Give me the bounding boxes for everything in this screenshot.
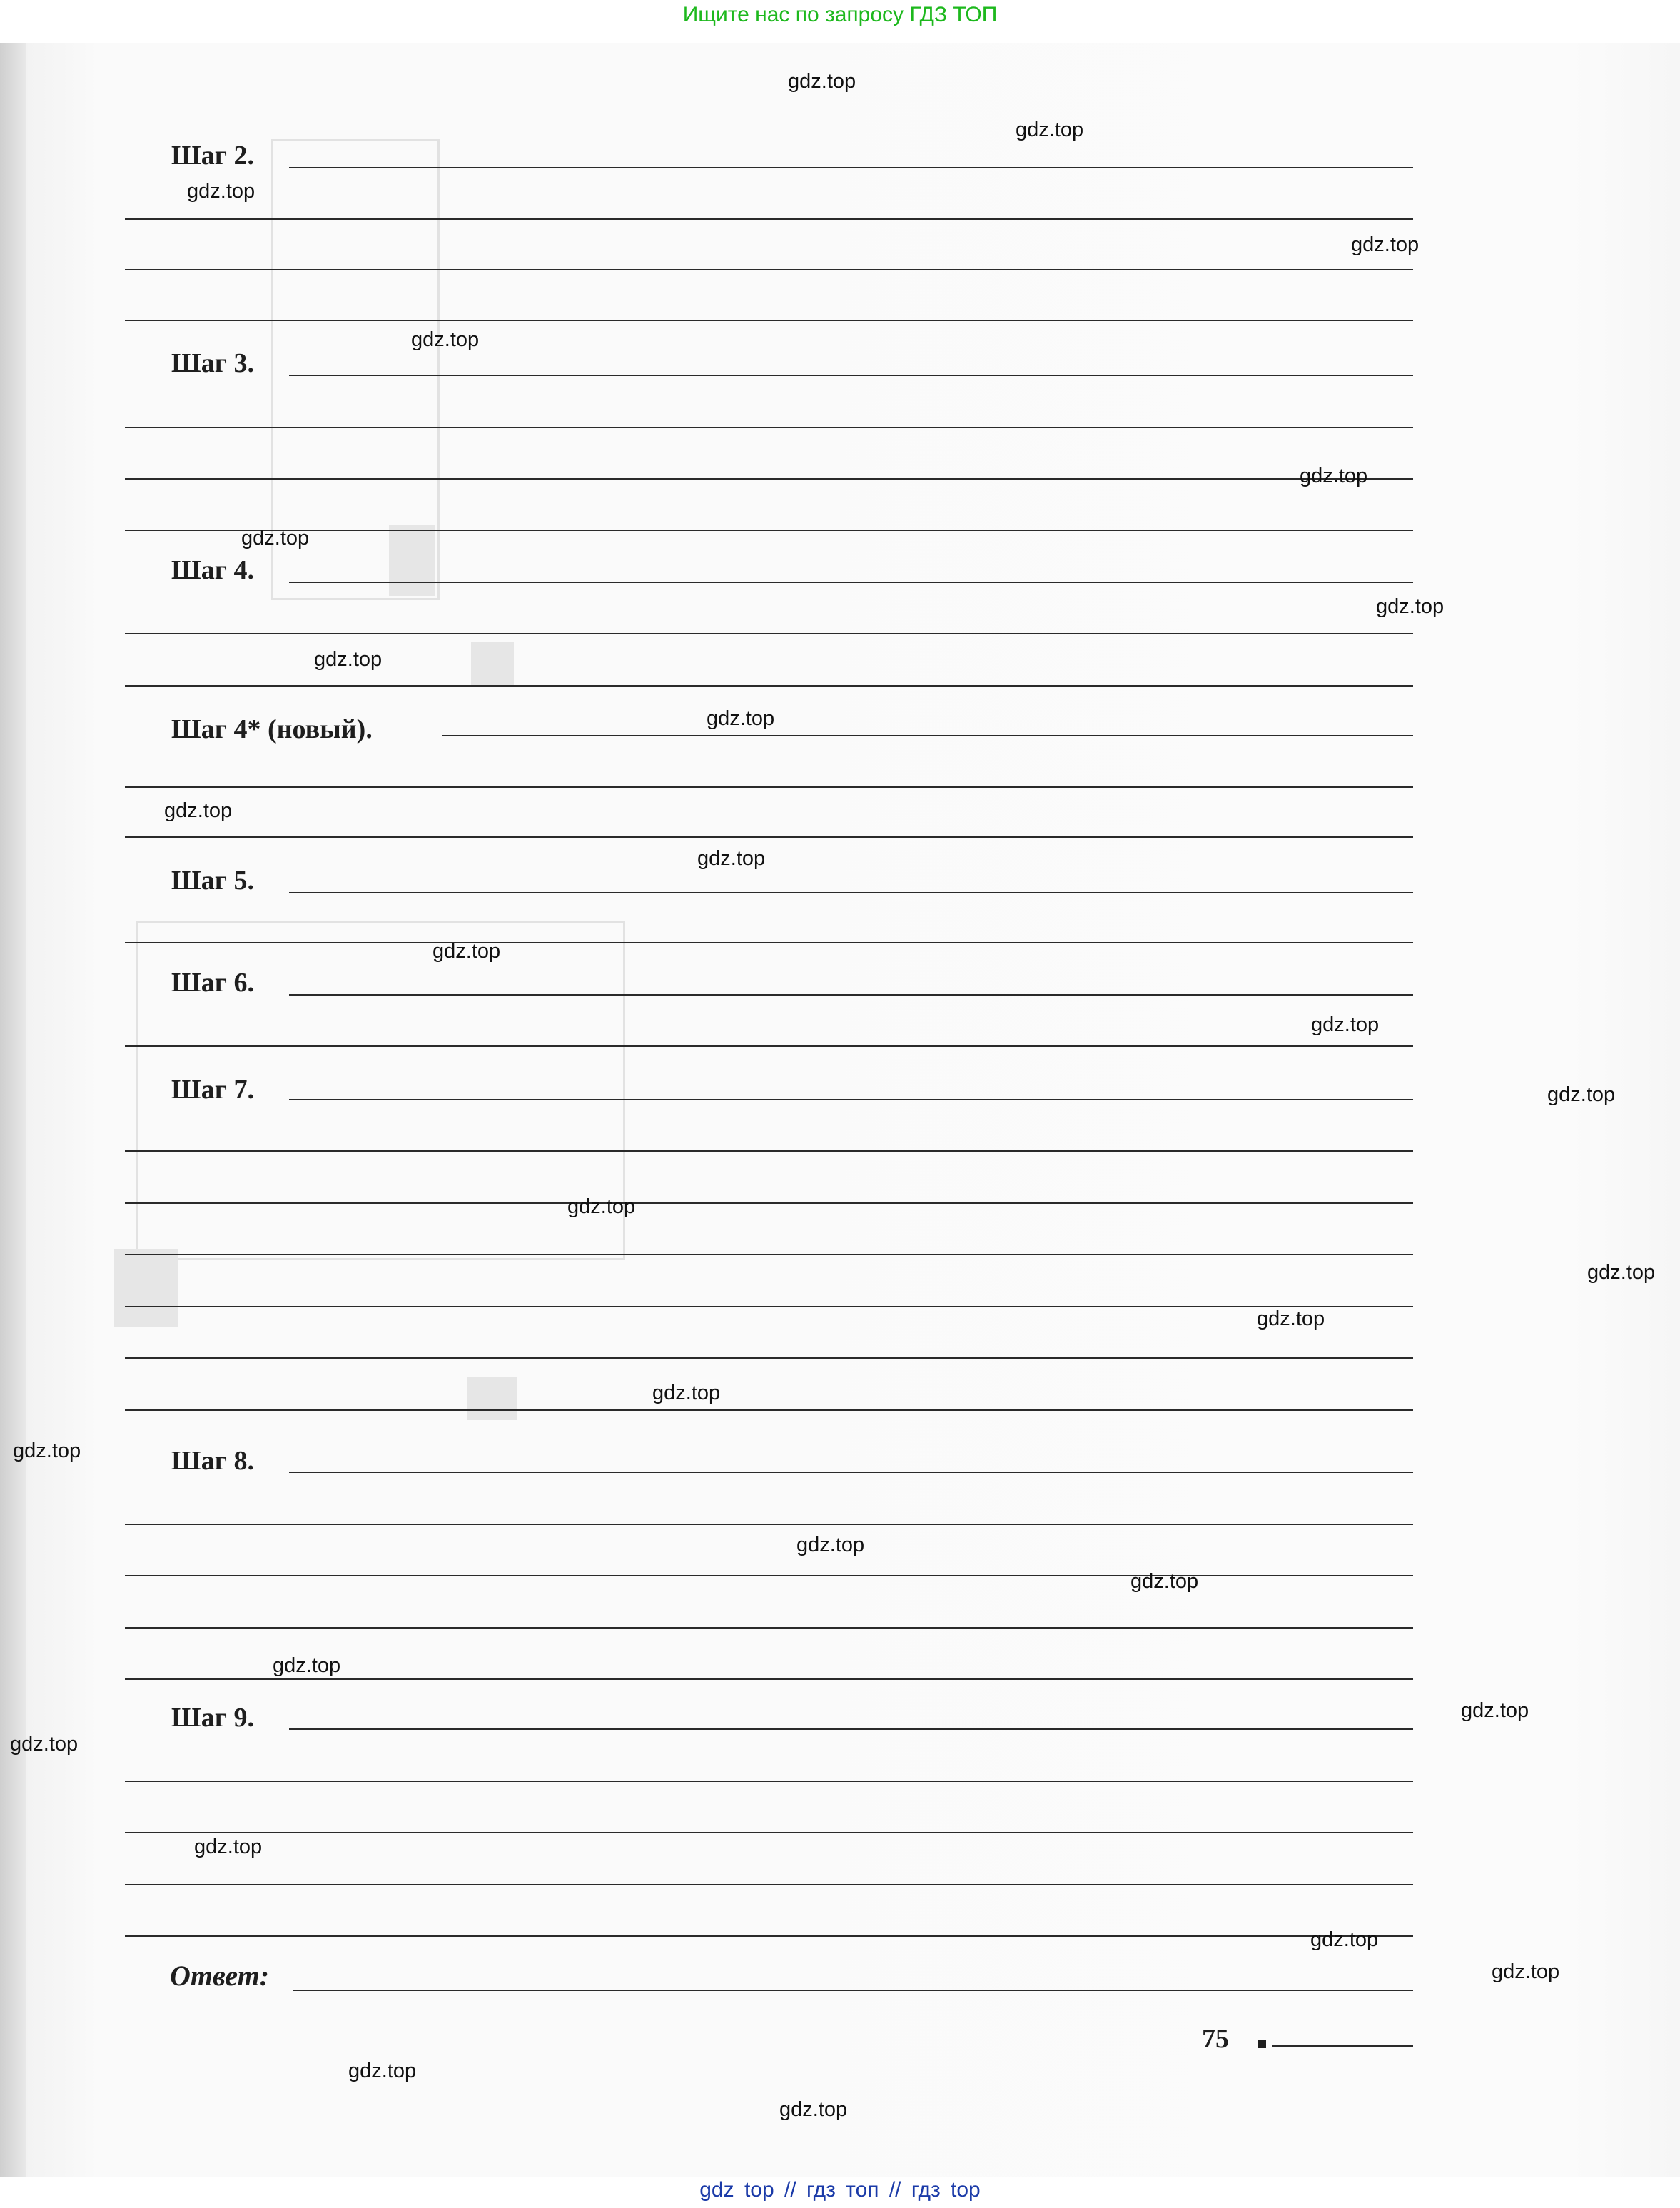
- writing-line[interactable]: [289, 167, 1413, 168]
- watermark: gdz.top: [779, 2098, 848, 2121]
- watermark: gdz.top: [411, 328, 480, 351]
- page-spine-shadow: [0, 43, 26, 2177]
- writing-line[interactable]: [125, 1357, 1413, 1359]
- writing-line[interactable]: [125, 269, 1413, 270]
- watermark: gdz.top: [348, 2060, 417, 2082]
- watermark: gdz.top: [1257, 1307, 1325, 1330]
- writing-line[interactable]: [125, 1045, 1413, 1047]
- bleed-through-figure: [389, 525, 435, 596]
- writing-line[interactable]: [125, 1524, 1413, 1525]
- bleed-through-figure: [471, 642, 514, 685]
- step-6-label: Шаг 6.: [171, 968, 254, 998]
- page-number-rule: [1272, 2045, 1413, 2047]
- writing-line[interactable]: [293, 1990, 1413, 1991]
- top-banner[interactable]: Ищите нас по запросу ГДЗ ТОП: [682, 3, 998, 26]
- writing-line[interactable]: [289, 582, 1413, 583]
- writing-line[interactable]: [125, 1254, 1413, 1255]
- watermark: gdz.top: [796, 1534, 865, 1556]
- page-number: 75: [1202, 2024, 1229, 2054]
- writing-line[interactable]: [125, 1935, 1413, 1937]
- watermark: gdz.top: [1587, 1261, 1656, 1284]
- watermark: gdz.top: [187, 180, 255, 203]
- watermark: gdz.top: [1016, 118, 1084, 141]
- watermark: gdz.top: [1376, 595, 1444, 618]
- writing-line[interactable]: [289, 1472, 1413, 1473]
- writing-line[interactable]: [289, 994, 1413, 996]
- watermark: gdz.top: [697, 847, 766, 870]
- step-2-label: Шаг 2.: [171, 141, 254, 171]
- watermark: gdz.top: [1310, 1928, 1379, 1951]
- writing-line[interactable]: [289, 1728, 1413, 1730]
- writing-line[interactable]: [125, 427, 1413, 428]
- step-7-label: Шаг 7.: [171, 1075, 254, 1105]
- writing-line[interactable]: [125, 1884, 1413, 1885]
- step-4-label: Шаг 4.: [171, 555, 254, 585]
- writing-line[interactable]: [125, 633, 1413, 634]
- step-5-label: Шаг 5.: [171, 866, 254, 896]
- step-8-label: Шаг 8.: [171, 1446, 254, 1476]
- step-4-new-label: Шаг 4* (новый).: [171, 714, 373, 744]
- writing-line[interactable]: [289, 892, 1413, 893]
- writing-line[interactable]: [125, 1781, 1413, 1782]
- step-3-label: Шаг 3.: [171, 348, 254, 378]
- watermark: gdz.top: [652, 1382, 721, 1404]
- writing-line[interactable]: [125, 836, 1413, 838]
- writing-line[interactable]: [125, 1832, 1413, 1833]
- writing-line[interactable]: [125, 1678, 1413, 1680]
- writing-line[interactable]: [125, 942, 1413, 943]
- page-number-square: [1258, 2040, 1266, 2048]
- watermark: gdz.top: [1351, 233, 1420, 256]
- answer-label: Ответ:: [170, 1960, 270, 1992]
- watermark: gdz.top: [1311, 1013, 1380, 1036]
- writing-line[interactable]: [289, 375, 1413, 376]
- writing-line[interactable]: [125, 1306, 1413, 1307]
- watermark: gdz.top: [241, 527, 310, 550]
- bleed-through-figure: [114, 1249, 178, 1327]
- watermark: gdz.top: [10, 1733, 79, 1756]
- bleed-through-figure: [467, 1377, 517, 1420]
- writing-line[interactable]: [125, 530, 1413, 531]
- writing-line[interactable]: [125, 218, 1413, 220]
- watermark: gdz.top: [13, 1439, 81, 1462]
- watermark: gdz.top: [194, 1835, 263, 1858]
- watermark: gdz.top: [1300, 465, 1368, 487]
- writing-line[interactable]: [125, 1409, 1413, 1411]
- writing-line[interactable]: [289, 1099, 1413, 1100]
- writing-line[interactable]: [125, 1202, 1413, 1204]
- watermark: gdz.top: [1130, 1570, 1199, 1593]
- watermark: gdz.top: [164, 799, 233, 822]
- watermark: gdz.top: [1547, 1083, 1616, 1106]
- writing-line[interactable]: [442, 735, 1413, 736]
- watermark: gdz.top: [314, 648, 383, 671]
- footer-links[interactable]: gdz top // гдз топ // гдз top: [699, 2178, 981, 2202]
- writing-line[interactable]: [125, 685, 1413, 687]
- writing-line[interactable]: [125, 478, 1413, 480]
- step-9-label: Шаг 9.: [171, 1703, 254, 1733]
- writing-line[interactable]: [125, 1575, 1413, 1576]
- watermark: gdz.top: [788, 70, 856, 93]
- watermark: gdz.top: [707, 707, 775, 730]
- watermark: gdz.top: [1461, 1699, 1529, 1722]
- watermark: gdz.top: [432, 940, 501, 963]
- watermark: gdz.top: [1492, 1960, 1560, 1983]
- watermark: gdz.top: [567, 1195, 636, 1218]
- watermark: gdz.top: [273, 1654, 341, 1677]
- writing-line[interactable]: [125, 320, 1413, 321]
- writing-line[interactable]: [125, 1627, 1413, 1629]
- writing-line[interactable]: [125, 786, 1413, 788]
- writing-line[interactable]: [125, 1150, 1413, 1152]
